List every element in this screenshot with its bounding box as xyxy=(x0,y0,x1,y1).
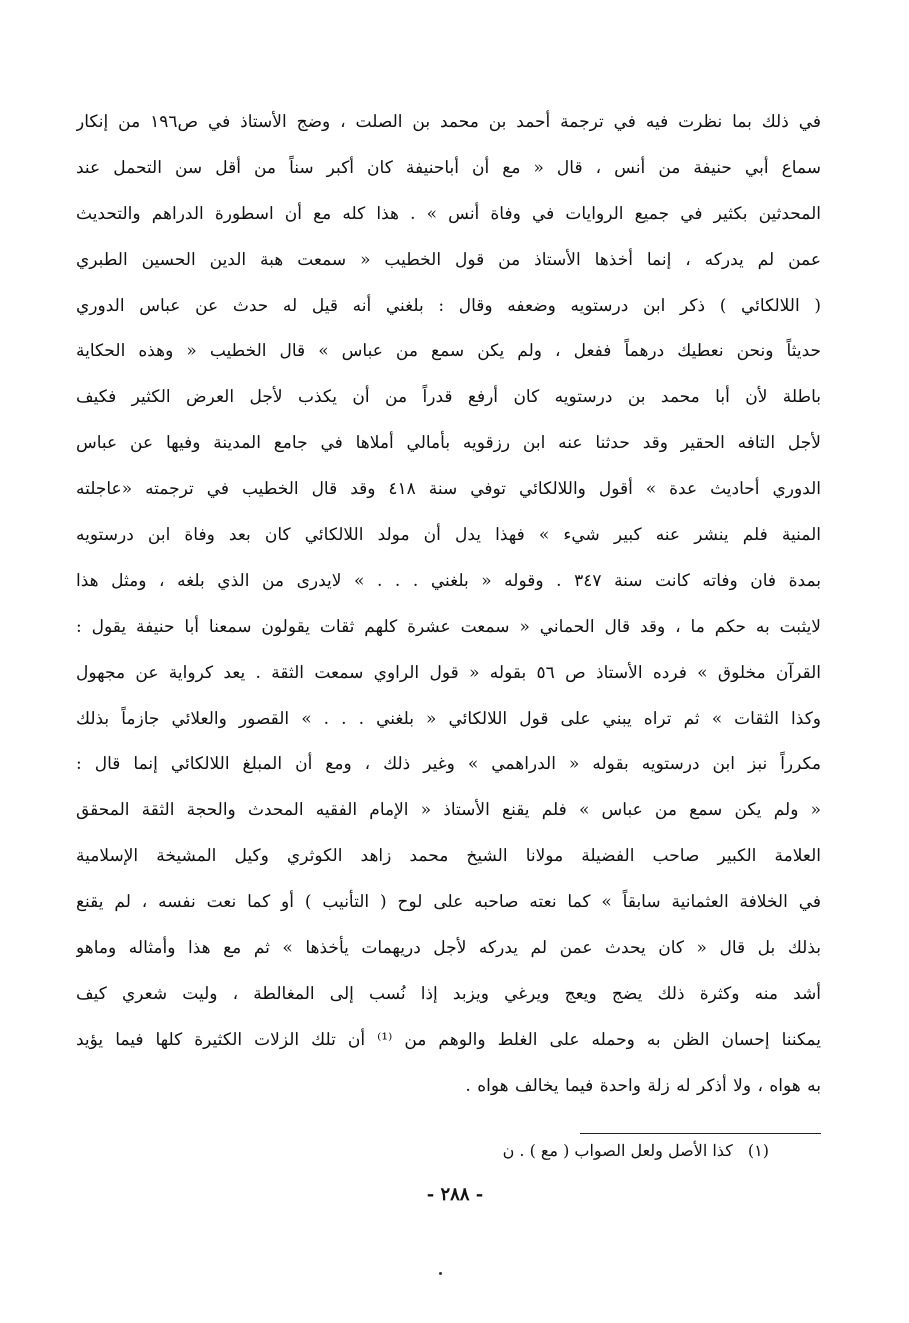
text-line: الدوري أحاديث عدة » أقول واللالكائي توفي سنة ٤١٨ وقد قال الخطيب في ترجمته «عاجلته xyxy=(76,479,821,500)
text-line: يمكننا إحسان الظن به وحمله على الغلط والوهم من ⁽¹⁾ أن تلك الزلات الكثيرة كلها فيما يؤيد xyxy=(76,1029,821,1050)
footnote-text: كذا الأصل ولعل الصواب ( مع ) . ن xyxy=(502,1141,733,1160)
text-line: في الخلافة العثمانية سابقاً » كما نعته صاحبه على لوح ( التأنيب ) أو كما نعت نفسه ، لم يقنع xyxy=(76,892,821,913)
text-line: القرآن مخلوق » فرده الأستاذ ص ٥٦ بقوله « قول الراوي سمعت الثقة . يعد كرواية عن مجهول xyxy=(76,662,821,683)
text-line: « ولم يكن سمع من عباس » فلم يقنع الأستاذ « الإمام الفقيه المحدث والحجة الثقة المحقق xyxy=(76,800,821,821)
body-text xyxy=(76,100,821,1110)
text-line: عمن لم يدركه ، إنما أخذها الأستاذ من قول الخطيب « سمعت هبة الدين الحسين الطبري xyxy=(76,249,821,270)
scan-speck xyxy=(439,1272,442,1275)
text-line: ( اللالكائي ) ذكر ابن درستويه وضعفه وقال : بلغني أنه قيل له حدث عن عباس الدوري xyxy=(76,295,821,316)
text-line-last: به هواه ، ولا أذكر له زلة واحدة فيما يخالف هواه . xyxy=(465,1075,821,1096)
text-line: بمدة فان وفاته كانت سنة ٣٤٧ . وقوله « بلغني . . . » لايدرى من الذي بلغه ، ومثل هذا xyxy=(76,570,821,591)
text-line: لايثبت به حكم ما ، وقد قال الحماني « سمعت عشرة كلهم ثقات يقولون سمعنا أبا حنيفة يقول : xyxy=(76,616,821,637)
text-line: مكرراً نبز ابن درستويه بقوله « الدراهمي » وغير ذلك ، ومع أن المبلغ اللالكائي إنما قال : xyxy=(76,754,821,775)
footnote-marker: (١) xyxy=(747,1141,769,1160)
text-line: بذلك بل قال « كان يحدث عمن لم يدركه لأجل دريهمات يأخذها » ثم مع هذا وأمثاله وماهو xyxy=(76,938,821,959)
text-line: لأجل التافه الحقير وقد حدثنا عنه ابن رزقويه بأمالي أملاها في جامع المدينة وفيها عن عباس xyxy=(76,433,821,454)
text-line: المحدثين بكثير في جميع الروايات في وفاة أنس » . هذا كله مع أن اسطورة الدراهم والتحديث xyxy=(76,203,821,224)
text-line: المنية فلم ينشر عنه كبير شيء » فهذا يدل أن مولد اللالكائي كان بعد وفاة ابن درستويه xyxy=(76,525,821,546)
text-line: العلامة الكبير صاحب الفضيلة مولانا الشيخ محمد زاهد الكوثري وكيل المشيخة الإسلامية xyxy=(76,846,821,867)
text-line: سماع أبي حنيفة من أنس ، قال « مع أن أباحنيفة كان أكبر سناً من أقل سن التحمل عند xyxy=(76,157,821,178)
page-number: - ٢٨٨ - xyxy=(426,1184,484,1205)
footnote xyxy=(503,1138,769,1164)
text-line: أشد منه وكثرة ذلك يضج ويعج ويرغي ويزبد إذا نُسب إلى المغالطة ، وليت شعري كيف xyxy=(76,983,821,1004)
text-line: وكذا الثقات » ثم تراه يبني على قول اللالكائي « بلغني . . . » القصور والعلائي جازماً بذلك xyxy=(76,708,821,729)
text-line: في ذلك بما نظرت فيه في ترجمة أحمد بن محمد بن الصلت ، وضج الأستاذ في ص١٩٦ من إنكار xyxy=(76,112,821,132)
footnote-separator xyxy=(580,1133,821,1134)
text-line: باطلة لأن أبا محمد بن درستويه كان أرفع قدراً من أن يكذب لأجل العرض الكثير فكيف xyxy=(76,387,821,408)
text-line: حديثاً ونحن نعطيك درهماً ففعل ، ولم يكن سمع من عباس » قال الخطيب « وهذه الحكاية xyxy=(76,341,821,362)
